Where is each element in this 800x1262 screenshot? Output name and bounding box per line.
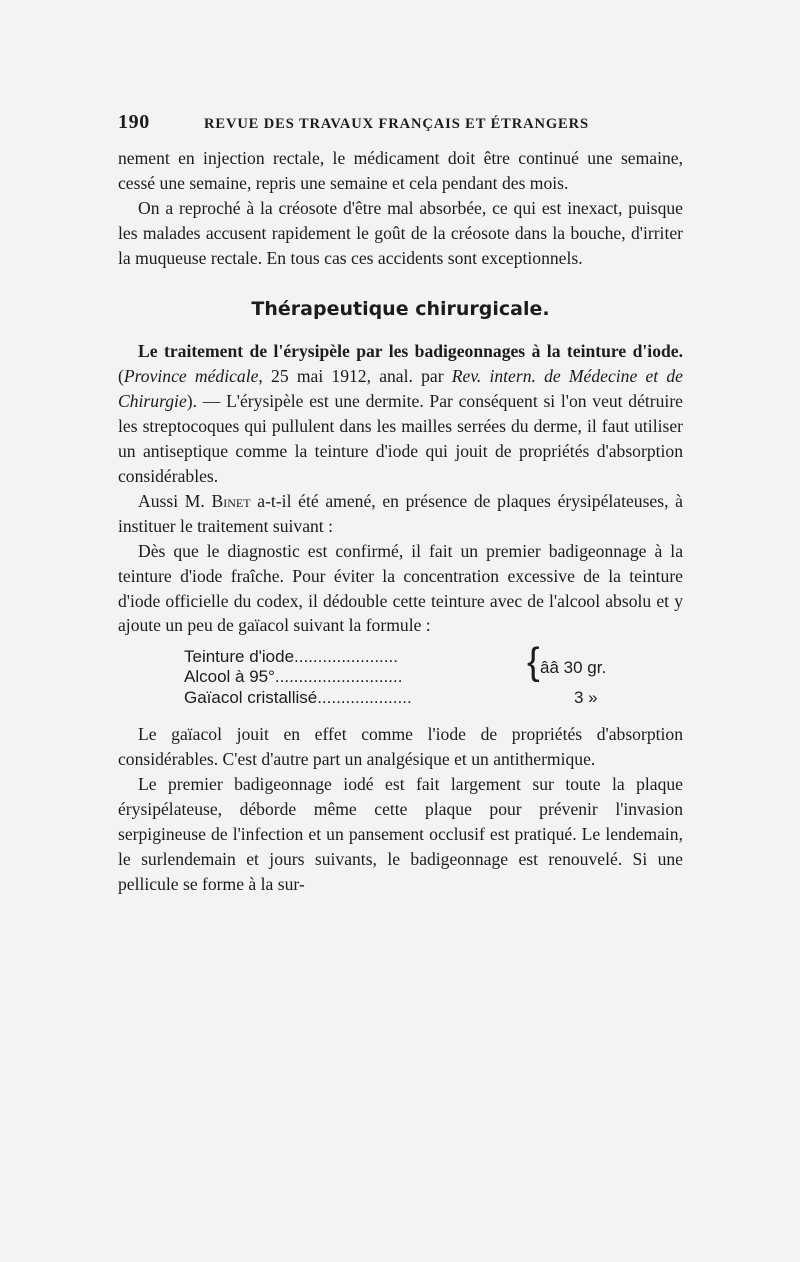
- paragraph-binet: [118, 489, 683, 539]
- article-intro: L'érysipèle est une dermite. Par conséquent si l'on veut détruire les streptocoques qui pullulent dans les mailles serrées du derme, il faut utiliser un antiseptique comme la teinture d'iode qui jouit de propriétés d'absorption considérables.: [118, 391, 683, 486]
- article-intro-paragraph: [118, 339, 683, 488]
- paragraph-diagnosis: Dès que le diagnostic est confirmé, il fait un premier badigeonnage à la teinture d'iode fraîche. Pour éviter la concentration excessive de la teinture d'iode officielle du codex, il dédouble cette teinture avec de l'alcool absolu et y ajoute un peu de gaïacol suivant la formule :: [118, 540, 683, 636]
- ref-close: ). —: [186, 391, 227, 412]
- book-page: [118, 110, 683, 897]
- formula-row-iodine: Teinture d'iode......................: [184, 647, 398, 667]
- page-number: 190: [118, 111, 150, 133]
- formula-dose-gaiacol: 3 »: [574, 688, 598, 708]
- author-name: Binet: [211, 490, 251, 511]
- formula-block: [118, 642, 683, 718]
- binet-before: Aussi M.: [138, 490, 212, 511]
- paragraph-final: Le premier badigeonnage iodé est fait largement sur toute la plaque érysipélateuse, déborde même cette plaque pour prévenir l'invasion serpigineuse de l'infection et un pansement occlusif est pratiqué. Le lendemain, le surlendemain et jours suivants, le badigeonnage est renouvelé. Si une pellicule se forme à la sur-: [118, 774, 683, 894]
- binet-after: a-t-il été amené, en présence de plaques érysipélateuses, à instituer le traitement suivant :: [118, 490, 683, 536]
- article-title: Le traitement de l'érysipèle par les badigeonnages à la teinture d'iode.: [138, 341, 683, 362]
- ref-date: , 25 mai 1912, anal. par: [258, 366, 452, 387]
- ref-reviewer: Rev. intern. de Médecine et de Chirurgie: [118, 366, 683, 412]
- running-title: REVUE DES TRAVAUX FRANÇAIS ET ÉTRANGERS: [204, 116, 589, 132]
- ref-open: (: [118, 366, 124, 387]
- running-head: [118, 110, 683, 146]
- formula-row-alcohol: Alcool à 95°...........................: [184, 667, 403, 687]
- ref-journal: Province médicale: [123, 366, 259, 387]
- formula-row-gaiacol: Gaïacol cristallisé....................: [184, 688, 412, 708]
- paragraph-continued: nement en injection rectale, le médicament doit être continué une semaine, cessé une semaine, repris une semaine et cela pendant des mois.: [118, 148, 683, 193]
- section-title: Thérapeutique chirurgicale.: [251, 297, 550, 320]
- formula-brace: {: [527, 641, 540, 684]
- formula-dose-combined: ââ 30 gr.: [540, 658, 607, 678]
- paragraph-creosote: On a reproché à la créosote d'être mal absorbée, ce qui est inexact, puisque les malades accusent rapidement le goût de la créosote dans la bouche, d'irriter la muqueuse rectale. En tous cas ces accidents sont exceptionnels.: [118, 197, 683, 268]
- paragraph-gaiacol: Le gaïacol jouit en effet comme l'iode de propriétés d'absorption considérables. C'est d'autre part un analgésique et un antithermique.: [118, 724, 683, 770]
